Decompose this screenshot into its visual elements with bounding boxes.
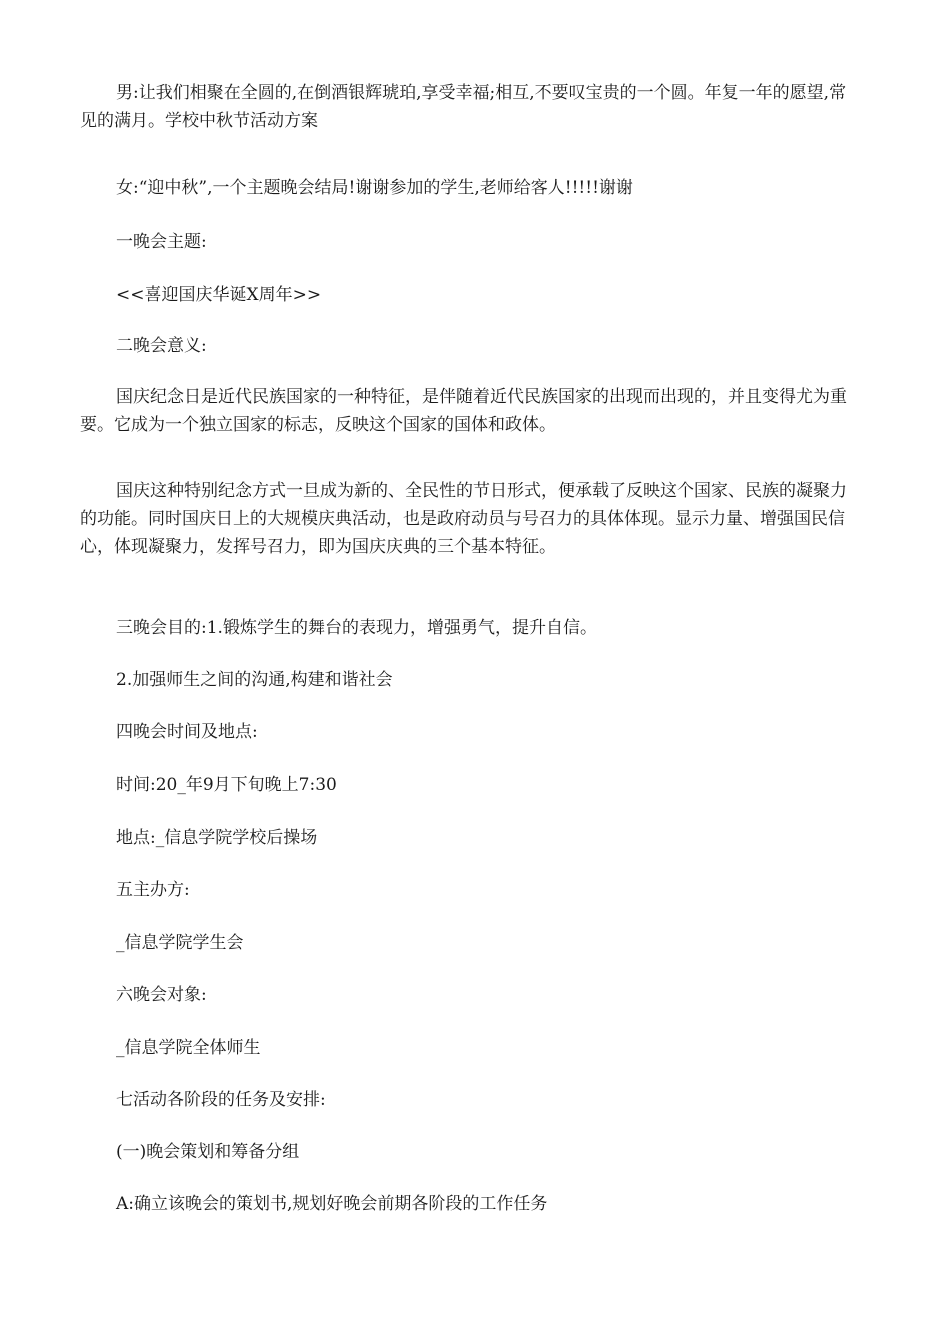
paragraph-significance-1: 国庆纪念日是近代民族国家的一种特征，是伴随着近代民族国家的出现而出现的，并且变得尤为重要。它成为一个独立国家的标志，反映这个国家的国体和政体。: [80, 387, 847, 435]
heading-tasks: 七活动各阶段的任务及安排:: [116, 1090, 326, 1110]
subheading-planning: (一)晚会策划和筹备分组: [116, 1142, 300, 1162]
heading-theme: 一晚会主题:: [116, 232, 207, 252]
heading-significance: 二晚会意义:: [116, 336, 207, 356]
heading-audience: 六晚会对象:: [116, 985, 207, 1005]
paragraph-dialogue-male: 男:让我们相聚在全圆的,在倒酒银辉琥珀,享受幸福;相互,不要叹宝贵的一个圆。年复一年的愿望,常见的满月。学校中秋节活动方案: [80, 83, 847, 131]
organizer-name: _信息学院学生会: [116, 933, 244, 953]
paragraph-significance-2: 国庆这种特别纪念方式一旦成为新的、全民性的节日形式，便承载了反映这个国家、民族的凝聚力的功能。同时国庆日上的大规模庆典活动，也是政府动员与号召力的具体体现。显示力量、增强国民信心，体现凝聚力，发挥号召力，即为国庆庆典的三个基本特征。: [80, 481, 847, 557]
theme-title: <<喜迎国庆华诞X周年>>: [116, 285, 322, 305]
purpose-item-2: 2.加强师生之间的沟通,构建和谐社会: [116, 670, 393, 690]
heading-organizer: 五主办方:: [116, 880, 190, 900]
event-time: 时间:20_年9月下旬晚上7:30: [116, 775, 337, 795]
heading-time-place: 四晚会时间及地点:: [116, 722, 258, 742]
event-place: 地点:_信息学院学校后操场: [116, 828, 318, 848]
task-item-a: A:确立该晚会的策划书,规划好晚会前期各阶段的工作任务: [116, 1194, 548, 1214]
audience-name: _信息学院全体师生: [116, 1038, 261, 1058]
paragraph-dialogue-female: 女:“迎中秋”,一个主题晚会结局!谢谢参加的学生,老师给客人!!!!!谢谢: [116, 178, 633, 198]
heading-purpose: 三晚会目的:1.锻炼学生的舞台的表现力，增强勇气，提升自信。: [116, 618, 597, 638]
